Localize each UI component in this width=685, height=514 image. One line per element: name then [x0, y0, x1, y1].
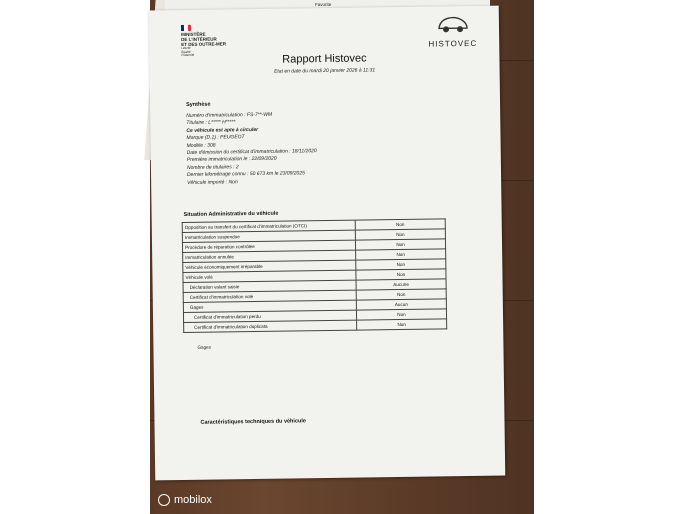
- row-value: Aucun: [356, 299, 446, 310]
- row-label: Déclaration valant saisie: [183, 280, 356, 292]
- row-label: Immatriculation suspendue: [182, 230, 355, 242]
- histovec-report-page: [149, 6, 506, 481]
- row-label: Certificat d'immatriculation volé: [183, 290, 356, 302]
- synthese-line: Marque (D.1) : PEUGEOT: [186, 134, 245, 142]
- car-icon: [435, 14, 469, 34]
- row-value: Non: [355, 239, 445, 250]
- ministry-line-2: DE L'INTÉRIEUR: [181, 36, 217, 43]
- ministry-logo: [181, 24, 226, 57]
- row-label: Certificat d'immatriculation duplicata: [184, 320, 357, 332]
- row-label: Opposition au transfert du certificat d'immatriculation (OTCI): [182, 220, 355, 232]
- top-strip-text: Favorite: [315, 2, 332, 7]
- motto-line-1: Liberté: [181, 45, 191, 51]
- row-value: Non: [356, 259, 446, 270]
- synthese-line: Ce véhicule est apte à circuler: [186, 126, 259, 134]
- motto-line-3: Fraternité: [181, 52, 195, 58]
- ministry-line-1: MINISTÈRE: [181, 31, 206, 38]
- synthese-line: Numéro d'immatriculation : FS-7**-WM: [186, 111, 273, 119]
- synthese-line: Date d'émission du certificat d'immatriculation : 18/11/2020: [186, 148, 317, 156]
- page-title: Rapport Histovec: [282, 52, 367, 66]
- ministry-line-3: ET DES OUTRE-MER: [181, 41, 227, 48]
- row-value: Non: [356, 289, 446, 300]
- motto-line-2: Égalité: [181, 49, 191, 54]
- histovec-brand: HISTOVEC: [428, 38, 478, 49]
- situation-heading: Situation Administrative du véhicule: [183, 210, 279, 218]
- situation-table: [182, 218, 448, 333]
- synthese-line: Véhicule importé : Non: [187, 178, 238, 186]
- synthese-list: [186, 111, 317, 187]
- watermark-text: mobilox: [174, 494, 212, 506]
- mobilox-watermark: [158, 494, 212, 506]
- french-flag-icon: [181, 25, 191, 31]
- mobilox-logo-icon: [158, 494, 170, 506]
- row-label: Procédure de réparation contrôlée: [182, 240, 355, 252]
- row-value: Aucune: [356, 279, 446, 290]
- row-value: Non: [355, 229, 445, 240]
- gages-label: Gages: [197, 344, 212, 350]
- synthese-line: Modèle : 308: [186, 142, 216, 149]
- histovec-logo: [428, 14, 477, 49]
- row-label: Immatriculation annulée: [183, 250, 356, 262]
- row-value: Non: [356, 249, 446, 260]
- row-label: Véhicule volé: [183, 270, 356, 282]
- tech-heading: Caractéristiques techniques du véhicule: [200, 418, 306, 426]
- synthese-heading: Synthèse: [186, 101, 211, 108]
- row-value: Non: [357, 319, 447, 330]
- row-label: Gages: [183, 300, 356, 312]
- synthese-line: Nombre de titulaires : 2: [186, 164, 239, 171]
- row-value: Non: [355, 219, 445, 230]
- synthese-line: Première immatriculation le : 22/09/2020: [186, 156, 277, 164]
- report-date: Etat en date du mardi 20 janvier 2026 à 11:31: [274, 67, 376, 75]
- row-label: Certificat d'immatriculation perdu: [183, 310, 356, 322]
- synthese-line: Dernier kilométrage connu : 50 673 km le 23/09/2025: [186, 170, 305, 179]
- synthese-line: Titulaire : L***** H*****: [186, 119, 236, 127]
- row-value: Non: [356, 269, 446, 280]
- row-value: Non: [356, 309, 446, 320]
- row-label: Véhicule économiquement irréparable: [183, 260, 356, 272]
